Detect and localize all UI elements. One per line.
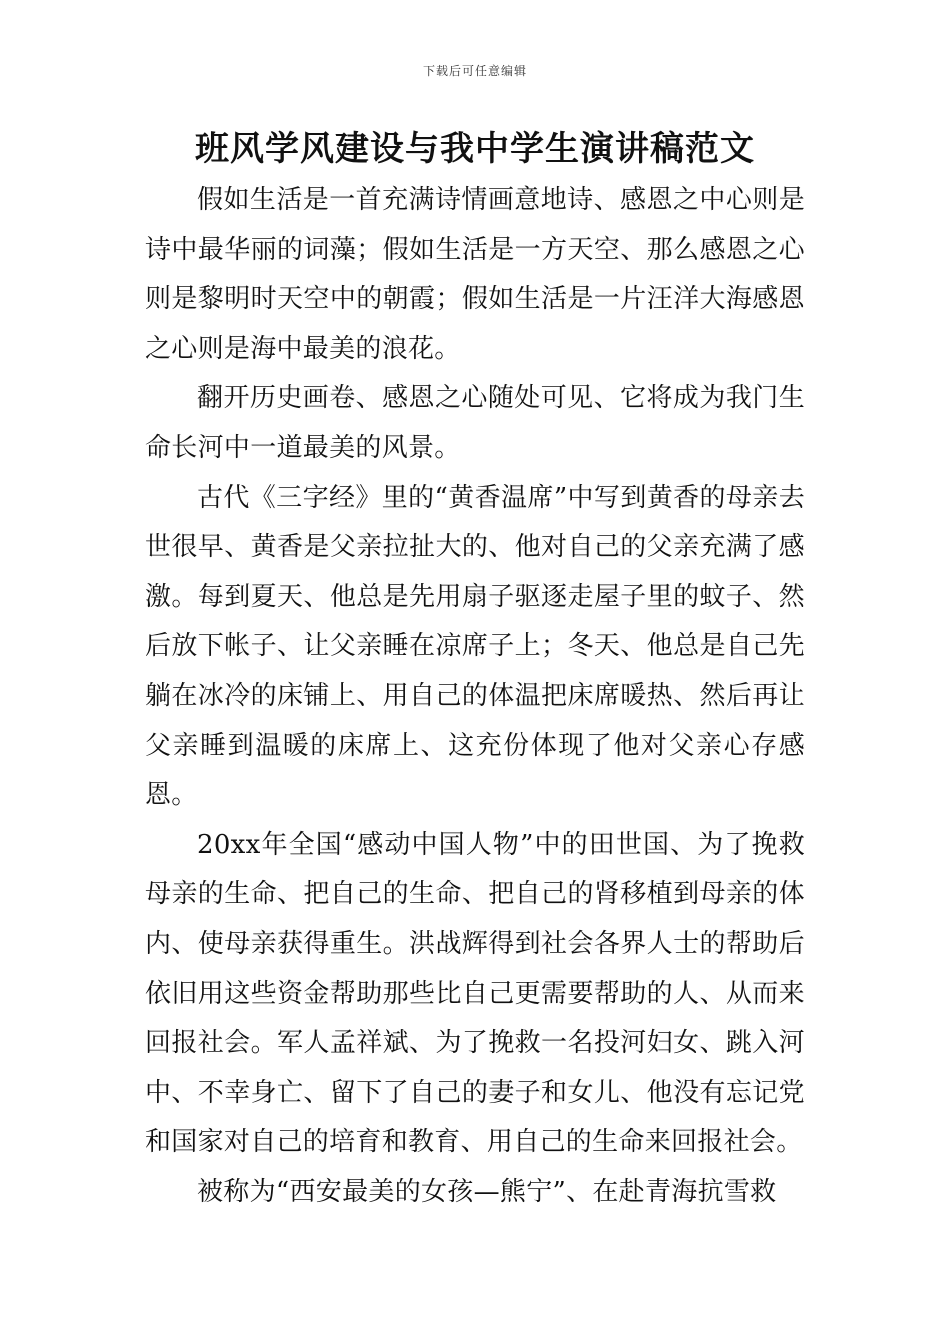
paragraph-1: 假如生活是一首充满诗情画意地诗、感恩之中心则是诗中最华丽的词藻；假如生活是一方天空、那么感恩之心则是黎明时天空中的朝霞；假如生活是一片汪洋大海感恩之心则是海中最美的浪花。 [145, 185, 805, 364]
paragraph-2: 翻开历史画卷、感恩之心随处可见、它将成为我门生命长河中一道最美的风景。 [145, 383, 805, 463]
page-header-note: 下载后可任意编辑 [422, 64, 527, 78]
document-title: 班风学风建设与我中学生演讲稿范文 [195, 129, 755, 169]
document-body [145, 176, 805, 1217]
paragraph-4: 20xx年全国“感动中国人物”中的田世国、为了挽救母亲的生命、把自己的生命、把自己的肾移植到母亲的体内、使母亲获得重生。洪战辉得到社会各界人士的帮助后依旧用这些资金帮助那些比自己更需要帮助的人、从而来回报社会。军人孟祥斌、为了挽救一名投河妇女、跳入河中、不幸身亡、留下了自己的妻子和女儿、他没有忘记党和国家对自己的培育和教育、用自己的生命来回报社会。 [145, 829, 805, 1158]
paragraph-5: 被称为“西安最美的女孩—熊宁”、在赴青海抗雪救 [197, 1176, 777, 1207]
paragraph-3: 古代《三字经》里的“黄香温席”中写到黄香的母亲去世很早、黄香是父亲拉扯大的、他对自己的父亲充满了感激。每到夏天、他总是先用扇子驱逐走屋子里的蚊子、然后放下帐子、让父亲睡在凉席子上；冬天、他总是自己先躺在冰冷的床铺上、用自己的体温把床席暖热、然后再让父亲睡到温暖的床席上、这充份体现了他对父亲心存感恩。 [145, 482, 805, 811]
